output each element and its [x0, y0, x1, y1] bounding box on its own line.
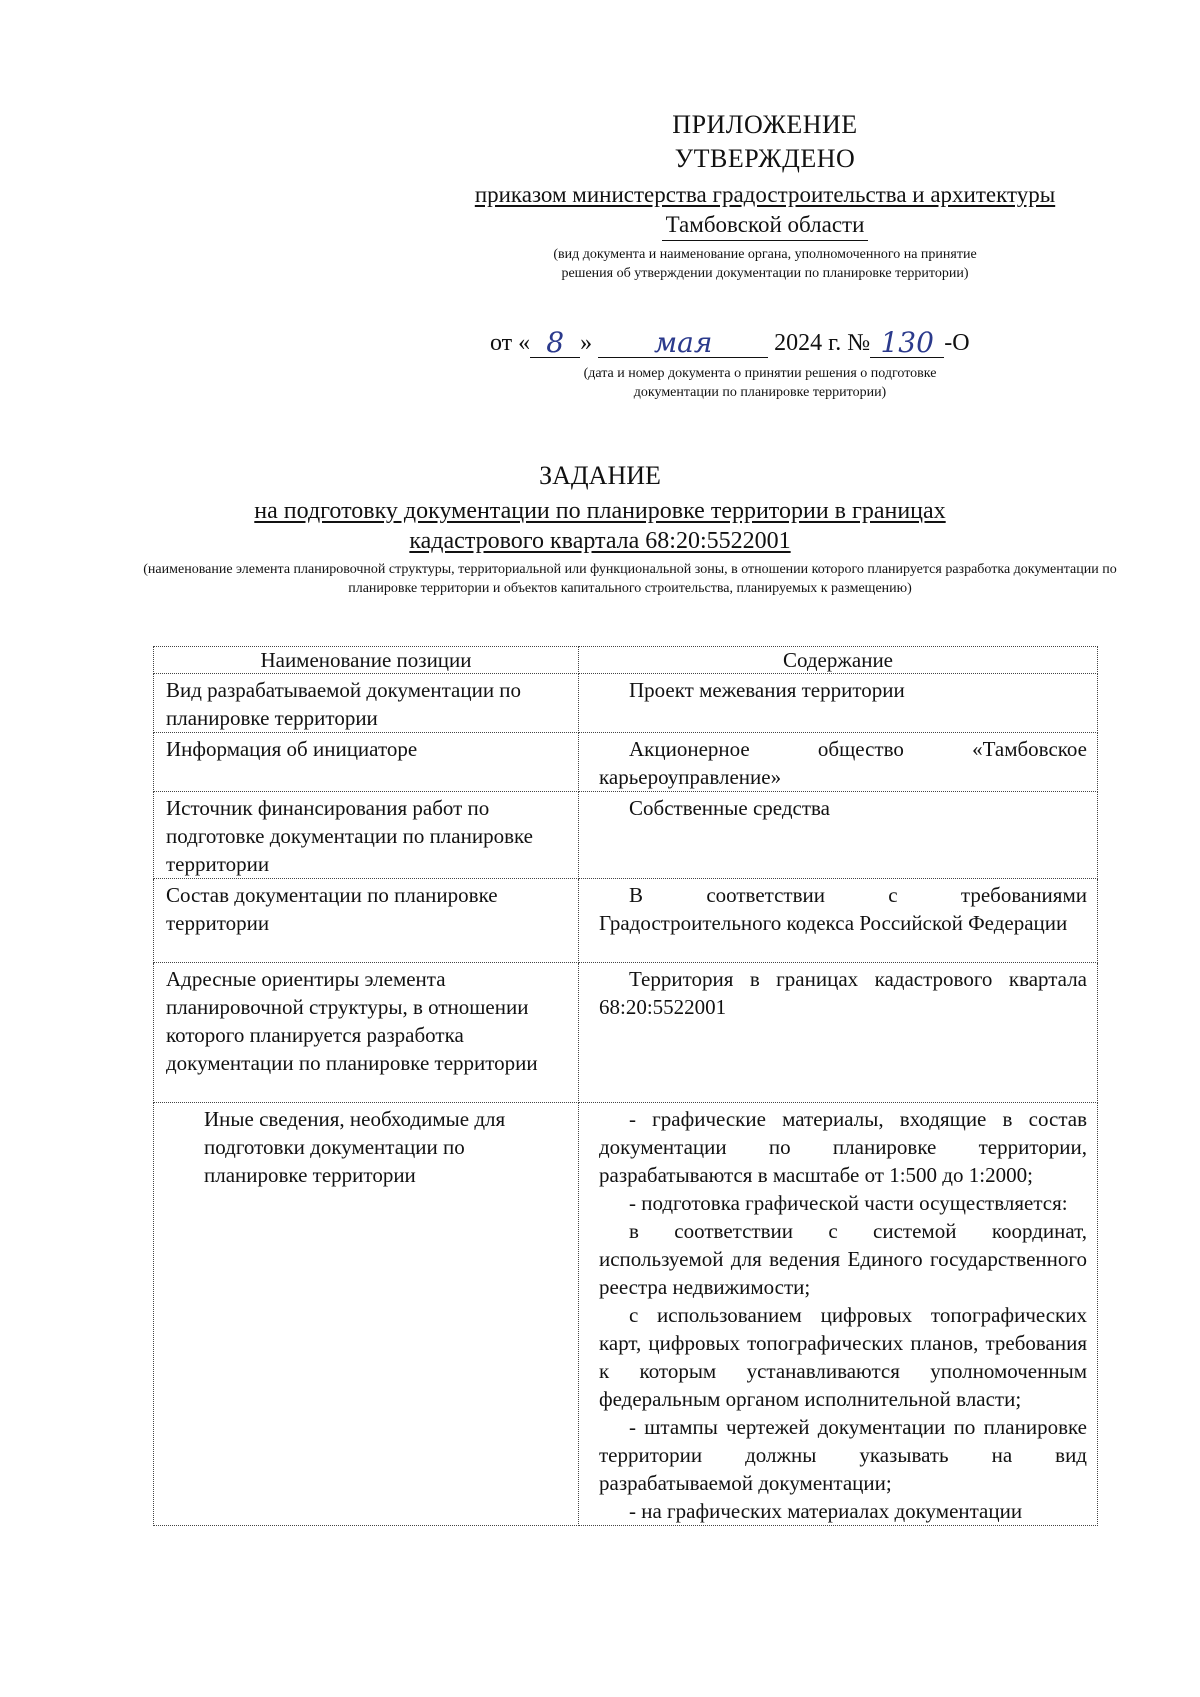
- table-header-row: [154, 647, 1098, 674]
- title-note: (наименование элемента планировочной структуры, территориальной или функциональной зоны, в отношении которого планируется разработка документации по планировке территории и объектов капитального строительства, планируемых к размещению): [143, 562, 1117, 596]
- approval-block: [380, 108, 1150, 283]
- appendix-label: ПРИЛОЖЕНИЕ: [672, 110, 858, 139]
- task-table: [153, 646, 1098, 1526]
- date-note: (дата и номер документа о принятии решения о подготовке документации по планировке территории): [583, 366, 937, 400]
- handwritten-month: мая: [598, 329, 768, 358]
- approval-note: (вид документа и наименование органа, уполномоченного на принятие решения об утверждении документации по планировке территории): [553, 247, 977, 281]
- table-row: Состав документации по планировке территории В соответствии с требованиями Градостроительного кодекса Российской Федерации: [154, 879, 1098, 963]
- org-line: Тамбовской области: [662, 210, 869, 241]
- table-row: Иные сведения, необходимые для подготовки документации по планировке территории - графические материалы, входящие в состав документации по планировке территории, разрабатываются в масштабе от 1:500 до 1:2000; - подготовка графической части осуществляется: в соответствии с системой координат, используемой для ведения Единого государственного реестра недвижимости; с использованием цифровых топографических карт, цифровых топографических планов, требования к которым устанавливаются уполномоченным федеральным органом исполнительной власти; - штампы чертежей документации по планировке территории должны указывать на вид разрабатываемой документации; - на графических материалах документации: [154, 1103, 1098, 1526]
- document-title: ЗАДАНИЕ: [539, 461, 661, 490]
- header-content: Содержание: [579, 647, 1098, 674]
- document-subtitle: на подготовку документации по планировке территории в границах кадастрового квартала 68:20:5522001: [254, 498, 946, 554]
- date-line: от « 8 » мая 2024 г. № 130 -О: [490, 326, 970, 359]
- table-row: Информация об инициаторе Акционерное общество «Тамбовское карьероуправление»: [154, 733, 1098, 792]
- table-row: Вид разрабатываемой документации по планировке территории Проект межевания территории: [154, 674, 1098, 733]
- order-line: приказом министерства градостроительства и архитектуры: [474, 182, 1056, 207]
- handwritten-number: 130: [870, 329, 944, 358]
- approved-label: УТВЕРЖДЕНО: [674, 144, 856, 173]
- handwritten-day: 8: [530, 329, 580, 358]
- header-position: Наименование позиции: [154, 647, 579, 674]
- table-row: Источник финансирования работ по подготовке документации по планировке территории Собственные средства: [154, 792, 1098, 879]
- table-row: Адресные ориентиры элемента планировочной структуры, в отношении которого планируется разработка документации по планировке территории Территория в границах кадастрового квартала 68:20:5522001: [154, 963, 1098, 1103]
